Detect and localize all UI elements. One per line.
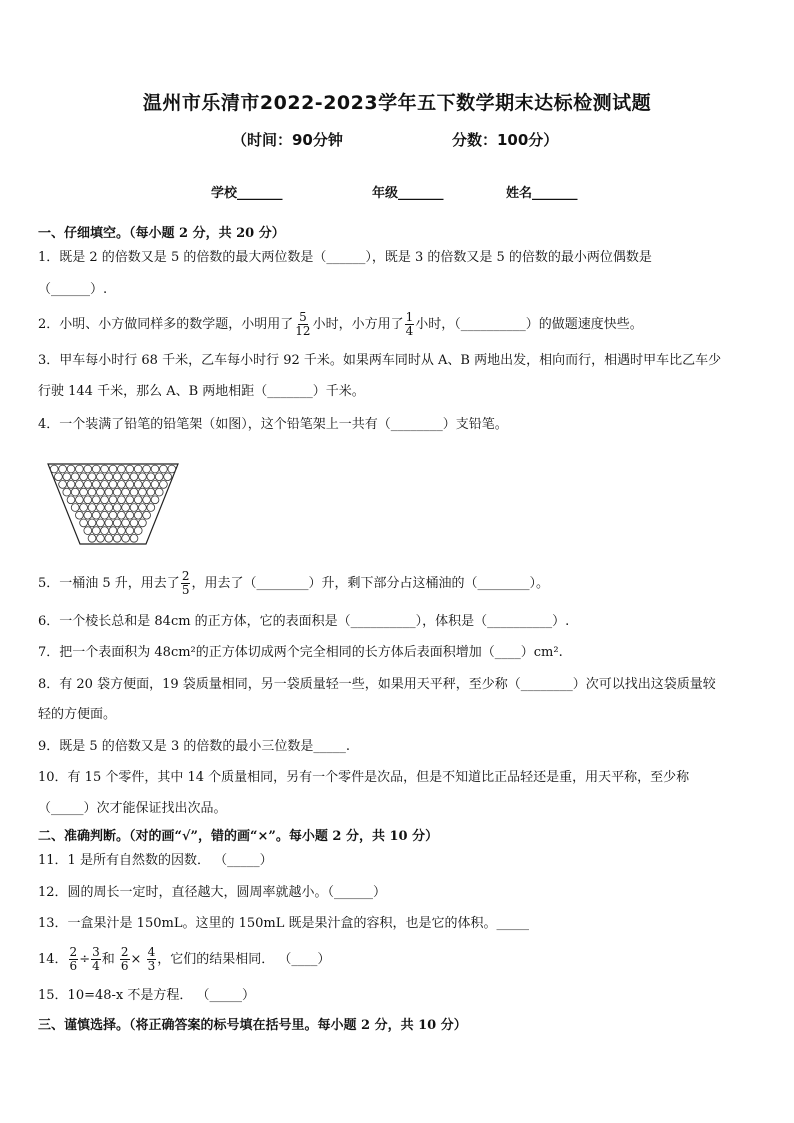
pencil-end (88, 504, 96, 512)
pencil-end (67, 496, 75, 504)
pencil-end (88, 473, 96, 481)
fraction-denominator: 4 (405, 324, 414, 338)
pencil-end (59, 465, 67, 473)
pencil-end (143, 511, 151, 519)
pencil-end (118, 481, 126, 489)
pencil-end (139, 519, 147, 527)
pencil-end (105, 473, 113, 481)
question-3-line-1: 3．甲车每小时行 68 千米，乙车每小时行 92 千米。如果两车同时从 A、B 两地出发，相向而行，相遇时甲车比乙车少 (38, 353, 722, 368)
question-3-line-2: 行驶 144 千米，那么 A、B 两地相距（_______）千米。 (38, 384, 365, 399)
pencil-end (160, 465, 168, 473)
pencil-end (122, 473, 130, 481)
pencil-end (80, 519, 88, 527)
question-8-line-2: 轻的方便面。 (38, 707, 117, 722)
pencil-end (80, 504, 88, 512)
pencil-end (143, 496, 151, 504)
fraction-numerator: 3 (92, 945, 100, 959)
pencil-end (134, 465, 142, 473)
pencil-end (151, 481, 159, 489)
pencil-rack-drawing (46, 462, 180, 546)
pencil-end (109, 511, 117, 519)
pencil-end (59, 481, 67, 489)
fraction-numerator: 2 (69, 945, 78, 959)
pencil-end (155, 473, 163, 481)
pencil-end (105, 488, 113, 496)
pencil-end (118, 527, 126, 535)
pencil-end (130, 519, 138, 527)
school-field[interactable]: 学校_______ (211, 186, 283, 201)
question-1-line-2: （______）. (38, 282, 108, 297)
question-14 (38, 944, 330, 976)
pencil-end (88, 534, 96, 542)
pencil-end (80, 473, 88, 481)
pencil-end (92, 527, 100, 535)
question-13: 13．一盒果汁是 150mL。这里的 150mL 既是果汁盒的容积，也是它的体积。_____ (38, 916, 529, 931)
pencil-end (92, 465, 100, 473)
pencil-end (126, 481, 134, 489)
pencil-end (76, 496, 84, 504)
pencil-end (130, 488, 138, 496)
question-2-text-a: 2．小明、小方做同样多的数学题，小明用了 (38, 317, 294, 332)
pencil-end (151, 496, 159, 504)
fraction-3-4 (91, 946, 101, 973)
pencil-end (71, 504, 79, 512)
fraction-denominator: 4 (92, 959, 100, 973)
pencil-end (134, 481, 142, 489)
pencil-end (88, 519, 96, 527)
pencil-end (92, 481, 100, 489)
pencil-end (84, 465, 92, 473)
pencil-end (67, 465, 75, 473)
pencil-end (130, 473, 138, 481)
pencil-end (80, 488, 88, 496)
pencil-end (71, 473, 79, 481)
section-3-heading: 三、谨慎选择。（将正确答案的标号填在括号里。每小题 2 分，共 10 分） (38, 1018, 467, 1033)
question-9: 9．既是 5 的倍数又是 3 的倍数的最小三位数是_____. (38, 739, 350, 754)
pencil-end (109, 527, 117, 535)
name-field[interactable]: 姓名_______ (506, 186, 578, 201)
pencil-end (143, 481, 151, 489)
pencil-end (101, 496, 109, 504)
pencil-end (147, 504, 155, 512)
question-10-line-2: （_____）次才能保证找出次品。 (38, 801, 227, 816)
pencil-end (122, 534, 130, 542)
pencil-end (101, 511, 109, 519)
pencil-end (130, 534, 138, 542)
pencil-end (122, 488, 130, 496)
pencil-end (139, 473, 147, 481)
pencil-end (143, 465, 151, 473)
pencil-end (63, 473, 71, 481)
pencil-end (130, 504, 138, 512)
pencil-end (67, 481, 75, 489)
pencil-end (101, 527, 109, 535)
fraction-numerator: 2 (120, 945, 129, 959)
pencil-end (97, 534, 105, 542)
pencil-end (151, 465, 159, 473)
fraction-2-6 (69, 946, 79, 973)
pencil-end (97, 473, 105, 481)
pencil-end (113, 519, 121, 527)
pencil-end (160, 481, 168, 489)
pencil-end (147, 473, 155, 481)
fraction-denominator: 6 (120, 959, 129, 973)
pencil-end (109, 481, 117, 489)
pencil-end (76, 481, 84, 489)
exam-score: 分数：100分） (452, 131, 559, 149)
pencil-end (113, 534, 121, 542)
pencil-end (97, 504, 105, 512)
pencil-rack-figure (46, 462, 180, 550)
question-1-line-1: 1．既是 2 的倍数又是 5 的倍数的最大两位数是（______），既是 3 的倍数又是 5 的倍数的最小两位偶数是 (38, 250, 652, 265)
grade-field[interactable]: 年级_______ (372, 186, 444, 201)
pencil-end (101, 465, 109, 473)
divide-sign: ÷ (79, 952, 91, 967)
pencil-end (105, 534, 113, 542)
pencil-end (164, 473, 172, 481)
pencil-end (139, 488, 147, 496)
pencil-end (84, 527, 92, 535)
section-1-heading: 一、仔细填空。（每小题 2 分，共 20 分） (38, 226, 285, 241)
question-2-text-b: 小时，小方用了 (312, 317, 404, 332)
fraction-denominator: 3 (147, 959, 156, 973)
question-14-text: ，它们的结果相同． （____） (157, 952, 331, 967)
pencil-end (97, 488, 105, 496)
pencil-end (92, 496, 100, 504)
pencil-end (118, 511, 126, 519)
question-6: 6．一个棱长总和是 84cm 的正方体，它的表面积是（__________），体积是（__________）. (38, 614, 570, 629)
pencil-end (155, 488, 163, 496)
pencil-end (122, 504, 130, 512)
pencil-end (134, 511, 142, 519)
question-14-number: 14． (38, 952, 68, 967)
fraction-numerator: 5 (299, 310, 307, 324)
question-11: 11．1 是所有自然数的因数． （_____） (38, 853, 273, 868)
fraction-numerator: 2 (181, 569, 190, 583)
pencil-end (109, 496, 117, 504)
pencil-end (126, 511, 134, 519)
question-10-line-1: 10．有 15 个零件，其中 14 个质量相同，另有一个零件是次品，但是不知道比正品轻还是重，用天平称，至少称 (38, 770, 690, 785)
pencil-end (118, 465, 126, 473)
fraction-denominator: 5 (181, 583, 190, 597)
question-15: 15．10=48-x 不是方程． （_____） (38, 988, 256, 1003)
pencil-end (134, 527, 142, 535)
pencil-end (126, 465, 134, 473)
pencil-end (76, 511, 84, 519)
pencil-end (147, 488, 155, 496)
pencil-end (113, 473, 121, 481)
fraction-denominator: 12 (295, 324, 311, 338)
conjunction-text: 和 (101, 952, 115, 967)
pencil-end (71, 488, 79, 496)
question-4: 4．一个装满了铅笔的铅笔架（如图），这个铅笔架上一共有（________）支铅笔。 (38, 417, 508, 432)
question-2 (38, 310, 643, 340)
fraction-1-4 (405, 311, 415, 338)
question-5 (38, 568, 549, 600)
fraction-2-6-b (120, 946, 130, 973)
question-8-line-1: 8．有 20 袋方便面，19 袋质量相同，另一袋质量轻一些，如果用天平秤，至少称（________）次可以找出这袋质量较 (38, 677, 716, 692)
pencil-end (134, 496, 142, 504)
pencil-end (113, 504, 121, 512)
question-2-text-c: 小时，（__________）的做题速度快些。 (415, 317, 643, 332)
section-2-heading: 二、准确判断。（对的画“√”，错的画“×”。每小题 2 分，共 10 分） (38, 829, 439, 844)
fraction-2-5 (181, 570, 191, 597)
pencil-end (92, 511, 100, 519)
page-title: 温州市乐清市2022-2023学年五下数学期末达标检测试题 (142, 92, 652, 114)
pencil-end (105, 504, 113, 512)
pencil-end (84, 481, 92, 489)
pencil-end (97, 519, 105, 527)
fraction-denominator: 6 (69, 959, 78, 973)
pencil-end (76, 465, 84, 473)
pencil-end (122, 519, 130, 527)
pencil-end (84, 511, 92, 519)
pencil-end (101, 481, 109, 489)
fraction-numerator: 4 (147, 945, 156, 959)
question-12: 12．圆的周长一定时，直径越大，圆周率就越小。（______） (38, 885, 387, 900)
question-5-text-a: 5．一桶油 5 升，用去了 (38, 576, 180, 591)
pencil-end (126, 496, 134, 504)
fraction-5-12 (294, 311, 311, 338)
pencil-end (55, 473, 63, 481)
pencil-end (109, 465, 117, 473)
fraction-4-3 (147, 946, 157, 973)
exam-time: （时间：90分钟 (232, 131, 343, 149)
pencil-end (84, 496, 92, 504)
question-7: 7．把一个表面积为 48cm²的正方体切成两个完全相同的长方体后表面积增加（____）cm². (38, 645, 563, 660)
multiply-sign: × (130, 952, 142, 967)
pencil-end (88, 488, 96, 496)
question-5-text-b: ，用去了（________）升，剩下部分占这桶油的（________）。 (191, 576, 549, 591)
pencil-end (113, 488, 121, 496)
pencil-end (126, 527, 134, 535)
pencil-end (105, 519, 113, 527)
pencil-end (139, 504, 147, 512)
pencil-end (118, 496, 126, 504)
pencil-end (168, 465, 176, 473)
pencil-end (50, 465, 58, 473)
pencil-end (63, 488, 71, 496)
fraction-numerator: 1 (405, 310, 414, 324)
